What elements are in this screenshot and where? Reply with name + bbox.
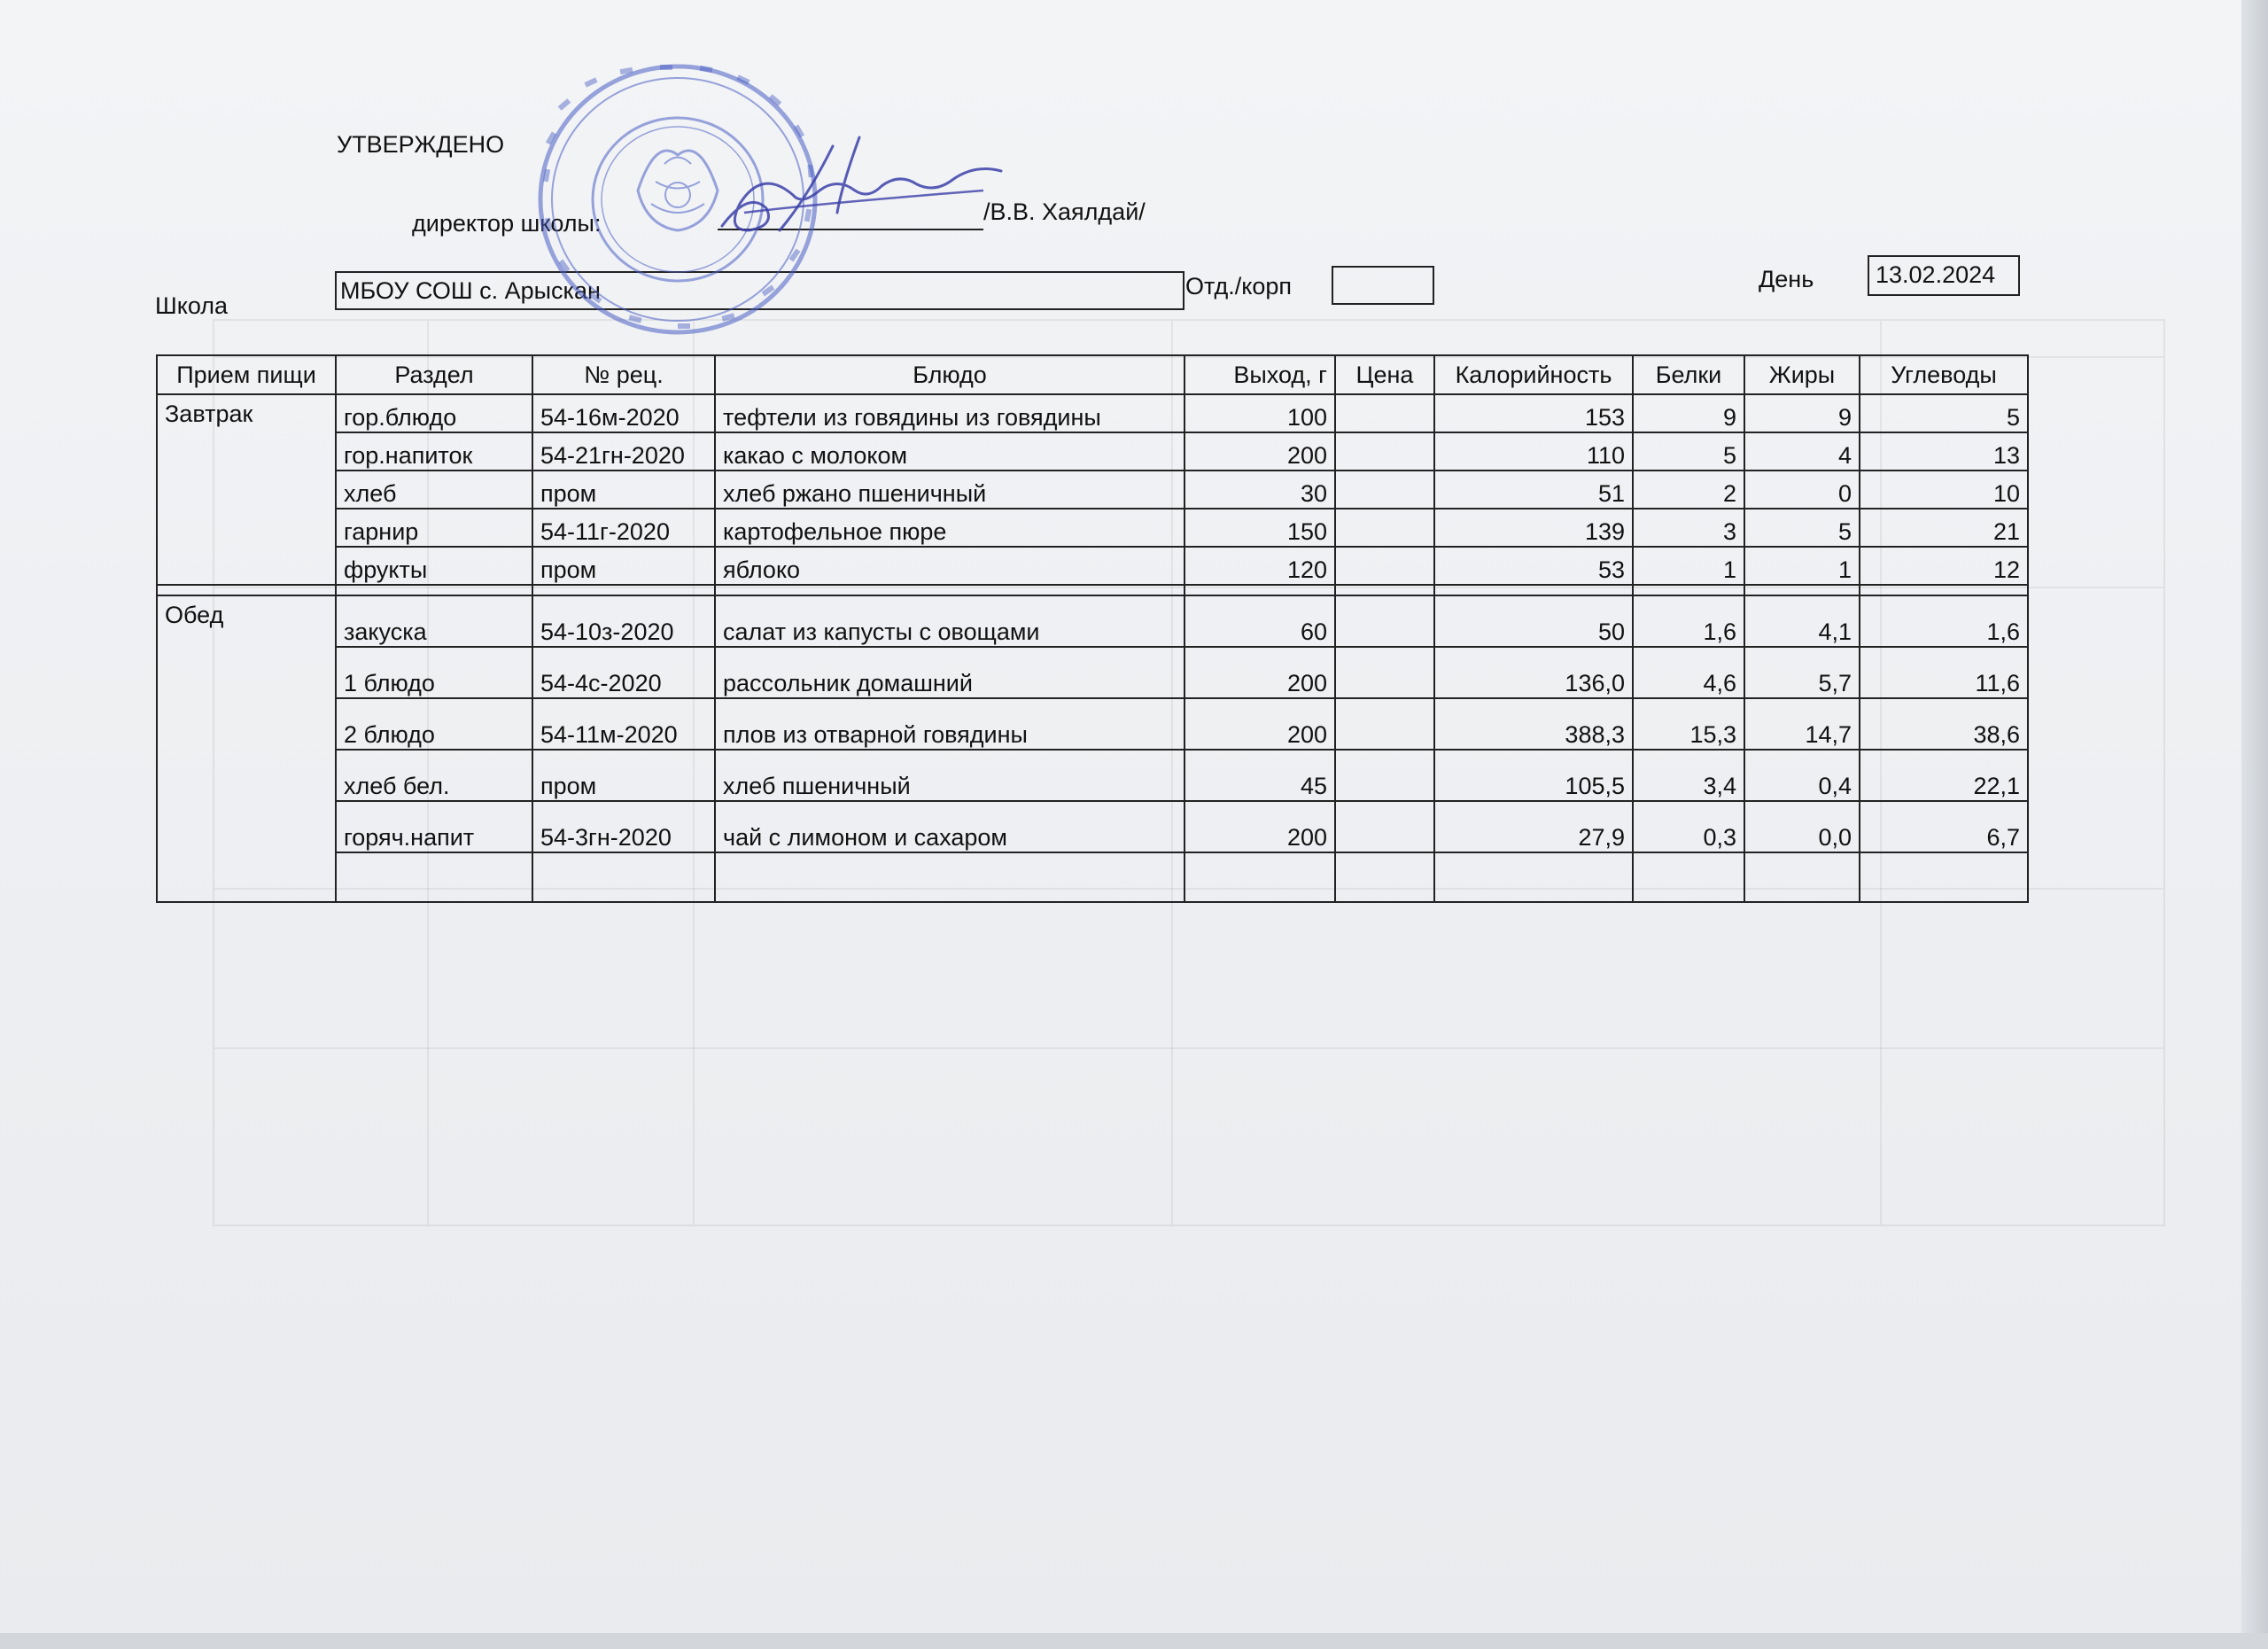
cell-fat: 1 xyxy=(1744,547,1860,585)
date-value: 13.02.2024 xyxy=(1876,261,1996,288)
cell-price xyxy=(1335,509,1434,547)
col-meal: Прием пищи xyxy=(157,355,336,394)
cell-kcal: 51 xyxy=(1434,471,1633,509)
cell-fat: 14,7 xyxy=(1744,698,1860,750)
cell-recipe: 54-10з-2020 xyxy=(532,595,715,647)
cell-recipe: 54-3гн-2020 xyxy=(532,801,715,852)
col-section: Раздел xyxy=(336,355,532,394)
table-row xyxy=(157,547,2028,585)
cell-dish: рассольник домашний xyxy=(715,647,1184,698)
col-dish: Блюдо xyxy=(715,355,1184,394)
day-label: День xyxy=(1759,266,1814,292)
cell-price xyxy=(1335,432,1434,471)
table-row xyxy=(157,698,2028,750)
cell-fat: 4 xyxy=(1744,432,1860,471)
cell-carbs: 22,1 xyxy=(1860,750,2028,801)
cell-fat: 5 xyxy=(1744,509,1860,547)
cell-price xyxy=(1335,595,1434,647)
cell-carbs: 12 xyxy=(1860,547,2028,585)
table-row xyxy=(157,432,2028,471)
cell-protein: 3,4 xyxy=(1633,750,1744,801)
cell-dish: хлеб ржано пшеничный xyxy=(715,471,1184,509)
meal-lunch: Обед xyxy=(157,595,336,902)
cell-recipe: 54-16м-2020 xyxy=(532,394,715,432)
cell-recipe: 54-4с-2020 xyxy=(532,647,715,698)
empty-row xyxy=(157,852,2028,902)
school-name: МБОУ СОШ с. Арыскан xyxy=(340,277,601,304)
cell-protein: 15,3 xyxy=(1633,698,1744,750)
cell-section: гарнир xyxy=(336,509,532,547)
cell-yield: 60 xyxy=(1184,595,1335,647)
cell-section: 2 блюдо xyxy=(336,698,532,750)
col-yield: Выход, г xyxy=(1184,355,1335,394)
director-signature xyxy=(709,128,1019,253)
cell-kcal: 105,5 xyxy=(1434,750,1633,801)
cell-price xyxy=(1335,547,1434,585)
menu-table xyxy=(156,354,2029,903)
cell-kcal: 153 xyxy=(1434,394,1633,432)
cell-kcal: 27,9 xyxy=(1434,801,1633,852)
col-price: Цена xyxy=(1335,355,1434,394)
cell-section: закуска xyxy=(336,595,532,647)
cell-section: гор.напиток xyxy=(336,432,532,471)
cell-yield: 150 xyxy=(1184,509,1335,547)
cell-kcal: 139 xyxy=(1434,509,1633,547)
col-protein: Белки xyxy=(1633,355,1744,394)
director-label: директор школы: xyxy=(412,210,602,237)
cell-dish: плов из отварной говядины xyxy=(715,698,1184,750)
col-recipe: № рец. xyxy=(532,355,715,394)
paper-right-edge xyxy=(2241,0,2268,1649)
dept-box xyxy=(1332,266,1434,305)
cell-yield: 200 xyxy=(1184,647,1335,698)
cell-fat: 0,0 xyxy=(1744,801,1860,852)
cell-yield: 120 xyxy=(1184,547,1335,585)
table-row xyxy=(157,750,2028,801)
cell-protein: 9 xyxy=(1633,394,1744,432)
cell-protein: 1,6 xyxy=(1633,595,1744,647)
cell-section: хлеб бел. xyxy=(336,750,532,801)
dept-label: Отд./корп xyxy=(1185,273,1292,299)
cell-price xyxy=(1335,801,1434,852)
cell-carbs: 21 xyxy=(1860,509,2028,547)
director-name: /В.В. Хаялдай/ xyxy=(983,198,1146,225)
table-row xyxy=(157,595,2028,647)
cell-fat: 5,7 xyxy=(1744,647,1860,698)
cell-protein: 5 xyxy=(1633,432,1744,471)
cell-kcal: 110 xyxy=(1434,432,1633,471)
cell-fat: 9 xyxy=(1744,394,1860,432)
approved-title: УТВЕРЖДЕНО xyxy=(337,131,505,158)
cell-section: 1 блюдо xyxy=(336,647,532,698)
cell-price xyxy=(1335,394,1434,432)
cell-fat: 0 xyxy=(1744,471,1860,509)
table-header-row xyxy=(157,355,2028,394)
cell-yield: 45 xyxy=(1184,750,1335,801)
cell-recipe: 54-11г-2020 xyxy=(532,509,715,547)
cell-protein: 4,6 xyxy=(1633,647,1744,698)
cell-recipe: 54-21гн-2020 xyxy=(532,432,715,471)
cell-kcal: 53 xyxy=(1434,547,1633,585)
cell-recipe: 54-11м-2020 xyxy=(532,698,715,750)
cell-recipe: пром xyxy=(532,471,715,509)
cell-carbs: 13 xyxy=(1860,432,2028,471)
cell-price xyxy=(1335,647,1434,698)
cell-price xyxy=(1335,698,1434,750)
cell-dish: какао с молоком xyxy=(715,432,1184,471)
table-row xyxy=(157,647,2028,698)
cell-carbs: 1,6 xyxy=(1860,595,2028,647)
cell-price xyxy=(1335,471,1434,509)
cell-kcal: 136,0 xyxy=(1434,647,1633,698)
cell-recipe: пром xyxy=(532,547,715,585)
cell-dish: салат из капусты с овощами xyxy=(715,595,1184,647)
cell-carbs: 5 xyxy=(1860,394,2028,432)
cell-price xyxy=(1335,750,1434,801)
cell-carbs: 6,7 xyxy=(1860,801,2028,852)
cell-section: хлеб xyxy=(336,471,532,509)
cell-kcal: 50 xyxy=(1434,595,1633,647)
cell-dish: тефтели из говядины из говядины xyxy=(715,394,1184,432)
table-row xyxy=(157,509,2028,547)
school-label: Школа xyxy=(155,292,229,319)
col-carbs: Углеводы xyxy=(1860,355,2028,394)
cell-yield: 30 xyxy=(1184,471,1335,509)
cell-protein: 2 xyxy=(1633,471,1744,509)
date-box xyxy=(1868,255,2020,296)
cell-dish: картофельное пюре xyxy=(715,509,1184,547)
cell-dish: яблоко xyxy=(715,547,1184,585)
section-gap-row xyxy=(157,585,2028,595)
table-row xyxy=(157,471,2028,509)
cell-yield: 200 xyxy=(1184,432,1335,471)
cell-kcal: 388,3 xyxy=(1434,698,1633,750)
cell-dish: хлеб пшеничный xyxy=(715,750,1184,801)
cell-section: горяч.напит xyxy=(336,801,532,852)
table-row xyxy=(157,801,2028,852)
cell-yield: 200 xyxy=(1184,801,1335,852)
cell-yield: 100 xyxy=(1184,394,1335,432)
cell-carbs: 11,6 xyxy=(1860,647,2028,698)
table-row xyxy=(157,394,2028,432)
paper-bottom-edge xyxy=(0,1633,2268,1649)
meal-breakfast: Завтрак xyxy=(157,394,336,585)
cell-protein: 3 xyxy=(1633,509,1744,547)
cell-protein: 1 xyxy=(1633,547,1744,585)
col-fat: Жиры xyxy=(1744,355,1860,394)
cell-carbs: 38,6 xyxy=(1860,698,2028,750)
cell-fat: 4,1 xyxy=(1744,595,1860,647)
cell-dish: чай с лимоном и сахаром xyxy=(715,801,1184,852)
cell-carbs: 10 xyxy=(1860,471,2028,509)
cell-section: фрукты xyxy=(336,547,532,585)
cell-protein: 0,3 xyxy=(1633,801,1744,852)
cell-yield: 200 xyxy=(1184,698,1335,750)
cell-fat: 0,4 xyxy=(1744,750,1860,801)
cell-recipe: пром xyxy=(532,750,715,801)
cell-section: гор.блюдо xyxy=(336,394,532,432)
col-kcal: Калорийность xyxy=(1434,355,1633,394)
